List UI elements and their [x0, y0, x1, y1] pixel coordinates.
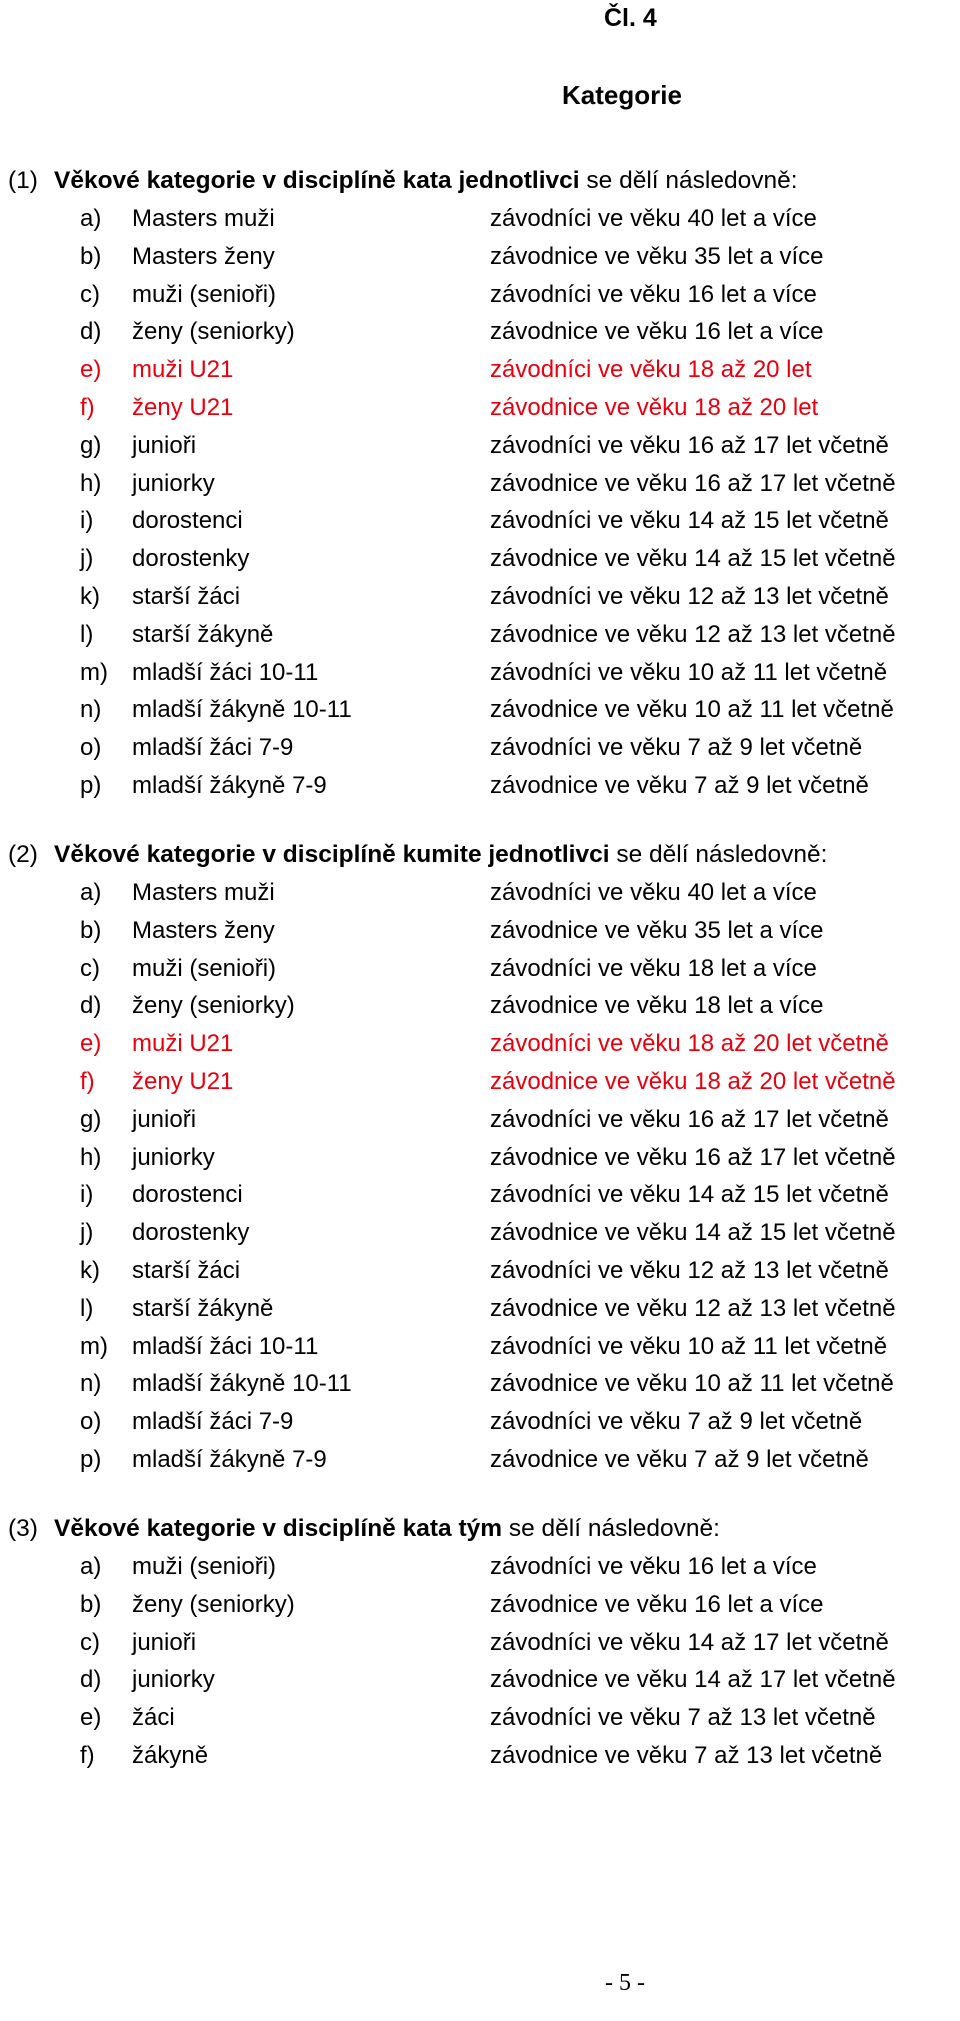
category-letter: e)	[80, 1030, 102, 1058]
category-description: závodníci ve věku 40 let a více	[490, 205, 817, 232]
category-description: závodnice ve věku 7 až 9 let včetně	[490, 1445, 869, 1473]
category-letter: f)	[80, 1067, 95, 1095]
category-letter: n)	[80, 696, 102, 724]
category-letter: c)	[80, 954, 100, 982]
category-row	[8, 1441, 948, 1479]
category-description: závodnice ve věku 35 let a více	[490, 916, 824, 944]
category-row	[8, 767, 948, 805]
category-letter: e)	[80, 1704, 102, 1732]
category-name: starší žákyně	[132, 1294, 274, 1322]
category-name: muži (senioři)	[132, 1553, 277, 1580]
category-letter: m)	[80, 1332, 108, 1360]
category-name: dorostenci	[132, 507, 243, 535]
category-row	[8, 1328, 948, 1366]
category-row	[8, 1365, 948, 1403]
category-name: muži (senioři)	[132, 280, 277, 308]
category-description: závodnice ve věku 16 až 17 let včetně	[490, 1143, 896, 1171]
category-name: juniorky	[132, 469, 215, 497]
category-description: závodnice ve věku 14 až 15 let včetně	[490, 1219, 896, 1247]
category-name: junioři	[132, 431, 197, 459]
category-row	[8, 987, 948, 1025]
category-row	[8, 1586, 948, 1624]
category-row	[8, 912, 948, 950]
category-description: závodníci ve věku 18 až 20 let	[490, 356, 812, 384]
category-row	[8, 1403, 948, 1441]
category-row	[8, 1101, 948, 1139]
category-row	[8, 1176, 948, 1214]
category-letter: k)	[80, 582, 100, 610]
category-row	[8, 351, 948, 389]
category-description: závodníci ve věku 12 až 13 let včetně	[490, 1256, 889, 1284]
category-description: závodníci ve věku 16 až 17 let včetně	[490, 431, 889, 459]
category-row	[8, 616, 948, 654]
category-description: závodníci ve věku 10 až 11 let včetně	[490, 658, 888, 686]
category-name: dorostenky	[132, 1219, 250, 1247]
category-row	[8, 1699, 948, 1737]
category-letter: a)	[80, 879, 102, 906]
category-name: Masters muži	[132, 879, 275, 906]
category-description: závodníci ve věku 14 až 15 let včetně	[490, 1181, 889, 1209]
category-letter: h)	[80, 1143, 102, 1171]
category-description: závodnice ve věku 12 až 13 let včetně	[490, 620, 896, 648]
section-number: (1)	[8, 167, 38, 194]
category-description: závodníci ve věku 18 až 20 let včetně	[490, 1030, 889, 1058]
category-letter: f)	[80, 393, 95, 421]
category-letter: c)	[80, 1628, 100, 1656]
category-row	[8, 1214, 948, 1252]
category-letter: p)	[80, 1445, 102, 1473]
category-row	[8, 1025, 948, 1063]
category-row	[8, 502, 948, 540]
section-1	[8, 162, 948, 805]
category-letter: o)	[80, 734, 102, 762]
category-letter: a)	[80, 205, 102, 232]
category-row	[8, 540, 948, 578]
category-description: závodnice ve věku 18 až 20 let včetně	[490, 1067, 896, 1095]
category-letter: d)	[80, 1666, 102, 1694]
category-letter: g)	[80, 1105, 102, 1133]
category-name: mladší žákyně 7-9	[132, 1445, 327, 1473]
section-number: (2)	[8, 841, 38, 868]
category-description: závodníci ve věku 7 až 9 let včetně	[490, 734, 863, 762]
category-letter: j)	[80, 545, 94, 573]
category-letter: n)	[80, 1370, 102, 1398]
category-name: junioři	[132, 1105, 197, 1133]
category-row	[8, 691, 948, 729]
section-title	[8, 836, 948, 874]
category-description: závodnice ve věku 10 až 11 let včetně	[490, 696, 894, 724]
category-row	[8, 1252, 948, 1290]
category-description: závodnice ve věku 10 až 11 let včetně	[490, 1370, 894, 1398]
category-description: závodnice ve věku 14 až 17 let včetně	[490, 1666, 896, 1694]
category-name: mladší žáci 10-11	[132, 1332, 319, 1360]
category-name: ženy (seniorky)	[132, 992, 295, 1020]
category-list	[8, 200, 948, 805]
category-letter: c)	[80, 280, 100, 308]
category-description: závodnice ve věku 12 až 13 let včetně	[490, 1294, 896, 1322]
category-letter: b)	[80, 916, 102, 944]
category-row	[8, 200, 948, 238]
category-letter: f)	[80, 1741, 95, 1769]
category-name: juniorky	[132, 1666, 215, 1694]
category-description: závodníci ve věku 14 až 15 let včetně	[490, 507, 889, 535]
category-row	[8, 1290, 948, 1328]
category-description: závodníci ve věku 16 až 17 let včetně	[490, 1105, 889, 1133]
category-row	[8, 313, 948, 351]
category-name: Masters ženy	[132, 242, 275, 270]
category-description: závodníci ve věku 7 až 9 let včetně	[490, 1408, 863, 1436]
category-row	[8, 874, 948, 912]
category-row	[8, 1063, 948, 1101]
article-number: Čl. 4	[604, 4, 657, 32]
category-letter: i)	[80, 507, 94, 535]
category-description: závodníci ve věku 10 až 11 let včetně	[490, 1332, 888, 1360]
section-2	[8, 836, 948, 1479]
category-name: Masters muži	[132, 205, 275, 232]
category-name: mladší žáci 7-9	[132, 1408, 294, 1436]
section-title-bold: Věkové kategorie v disciplíně kata jednotlivci	[54, 167, 580, 194]
category-letter: g)	[80, 431, 102, 459]
category-letter: i)	[80, 1181, 94, 1209]
section-title	[8, 162, 948, 200]
category-letter: l)	[80, 620, 94, 648]
category-description: závodnice ve věku 18 až 20 let	[490, 393, 819, 421]
category-list	[8, 874, 948, 1479]
category-name: dorostenci	[132, 1181, 243, 1209]
category-row	[8, 1548, 948, 1586]
page-number: - 5 -	[605, 1970, 645, 1996]
category-description: závodnice ve věku 16 let a více	[490, 1590, 824, 1618]
category-name: muži (senioři)	[132, 954, 277, 982]
category-row	[8, 427, 948, 465]
category-name: mladší žákyně 10-11	[132, 696, 352, 724]
category-name: mladší žáci 10-11	[132, 658, 319, 686]
category-letter: l)	[80, 1294, 94, 1322]
category-description: závodníci ve věku 12 až 13 let včetně	[490, 582, 889, 610]
category-row	[8, 276, 948, 314]
category-name: starší žáci	[132, 1256, 241, 1284]
section-title-rest: se dělí následovně:	[579, 167, 798, 194]
category-letter: b)	[80, 1590, 102, 1618]
category-description: závodnice ve věku 18 let a více	[490, 992, 824, 1020]
category-name: žáci	[132, 1704, 175, 1732]
section-title-bold: Věkové kategorie v disciplíně kumite jednotlivci	[54, 841, 610, 868]
category-name: ženy (seniorky)	[132, 318, 295, 346]
category-description: závodnice ve věku 16 let a více	[490, 318, 824, 346]
category-row	[8, 465, 948, 503]
category-description: závodníci ve věku 18 let a více	[490, 954, 817, 982]
category-description: závodnice ve věku 16 až 17 let včetně	[490, 469, 896, 497]
category-row	[8, 389, 948, 427]
category-description: závodníci ve věku 16 let a více	[490, 280, 817, 308]
page-heading: Kategorie	[562, 80, 682, 110]
category-description: závodníci ve věku 40 let a více	[490, 879, 817, 906]
category-description: závodníci ve věku 16 let a více	[490, 1553, 817, 1580]
category-row	[8, 578, 948, 616]
category-description: závodnice ve věku 7 až 13 let včetně	[490, 1741, 883, 1769]
category-name: mladší žákyně 10-11	[132, 1370, 352, 1398]
category-row	[8, 1139, 948, 1177]
category-description: závodnice ve věku 35 let a více	[490, 242, 824, 270]
category-letter: h)	[80, 469, 102, 497]
category-letter: m)	[80, 658, 108, 686]
section-title-rest: se dělí následovně:	[609, 841, 828, 868]
category-name: žákyně	[132, 1741, 209, 1769]
category-row	[8, 950, 948, 988]
category-letter: o)	[80, 1408, 102, 1436]
category-name: starší žáci	[132, 582, 241, 610]
category-name: junioři	[132, 1628, 197, 1656]
category-letter: b)	[80, 242, 102, 270]
category-row	[8, 1661, 948, 1699]
section-title-rest: se dělí následovně:	[502, 1515, 720, 1542]
section-3	[8, 1510, 948, 1775]
category-letter: d)	[80, 318, 102, 346]
category-row	[8, 729, 948, 767]
category-name: mladší žákyně 7-9	[132, 771, 327, 799]
category-description: závodníci ve věku 7 až 13 let včetně	[490, 1704, 876, 1732]
category-letter: p)	[80, 771, 102, 799]
category-name: ženy (seniorky)	[132, 1590, 295, 1618]
category-list	[8, 1548, 948, 1775]
category-name: muži U21	[132, 1030, 234, 1058]
section-title-bold: Věkové kategorie v disciplíně kata tým	[54, 1515, 503, 1542]
category-letter: k)	[80, 1256, 100, 1284]
category-name: mladší žáci 7-9	[132, 734, 294, 762]
category-description: závodnice ve věku 7 až 9 let včetně	[490, 771, 869, 799]
category-description: závodníci ve věku 14 až 17 let včetně	[490, 1628, 889, 1656]
category-name: ženy U21	[132, 393, 234, 421]
category-description: závodnice ve věku 14 až 15 let včetně	[490, 545, 896, 573]
section-title	[8, 1510, 948, 1548]
category-row	[8, 654, 948, 692]
category-name: ženy U21	[132, 1067, 234, 1095]
category-name: Masters ženy	[132, 916, 275, 944]
category-letter: e)	[80, 356, 102, 384]
category-letter: j)	[80, 1219, 94, 1247]
category-name: juniorky	[132, 1143, 215, 1171]
category-letter: d)	[80, 992, 102, 1020]
category-row	[8, 238, 948, 276]
category-name: dorostenky	[132, 545, 250, 573]
category-letter: a)	[80, 1553, 102, 1580]
category-name: muži U21	[132, 356, 234, 384]
category-row	[8, 1737, 948, 1775]
section-number: (3)	[8, 1515, 38, 1542]
category-name: starší žákyně	[132, 620, 274, 648]
category-row	[8, 1624, 948, 1662]
